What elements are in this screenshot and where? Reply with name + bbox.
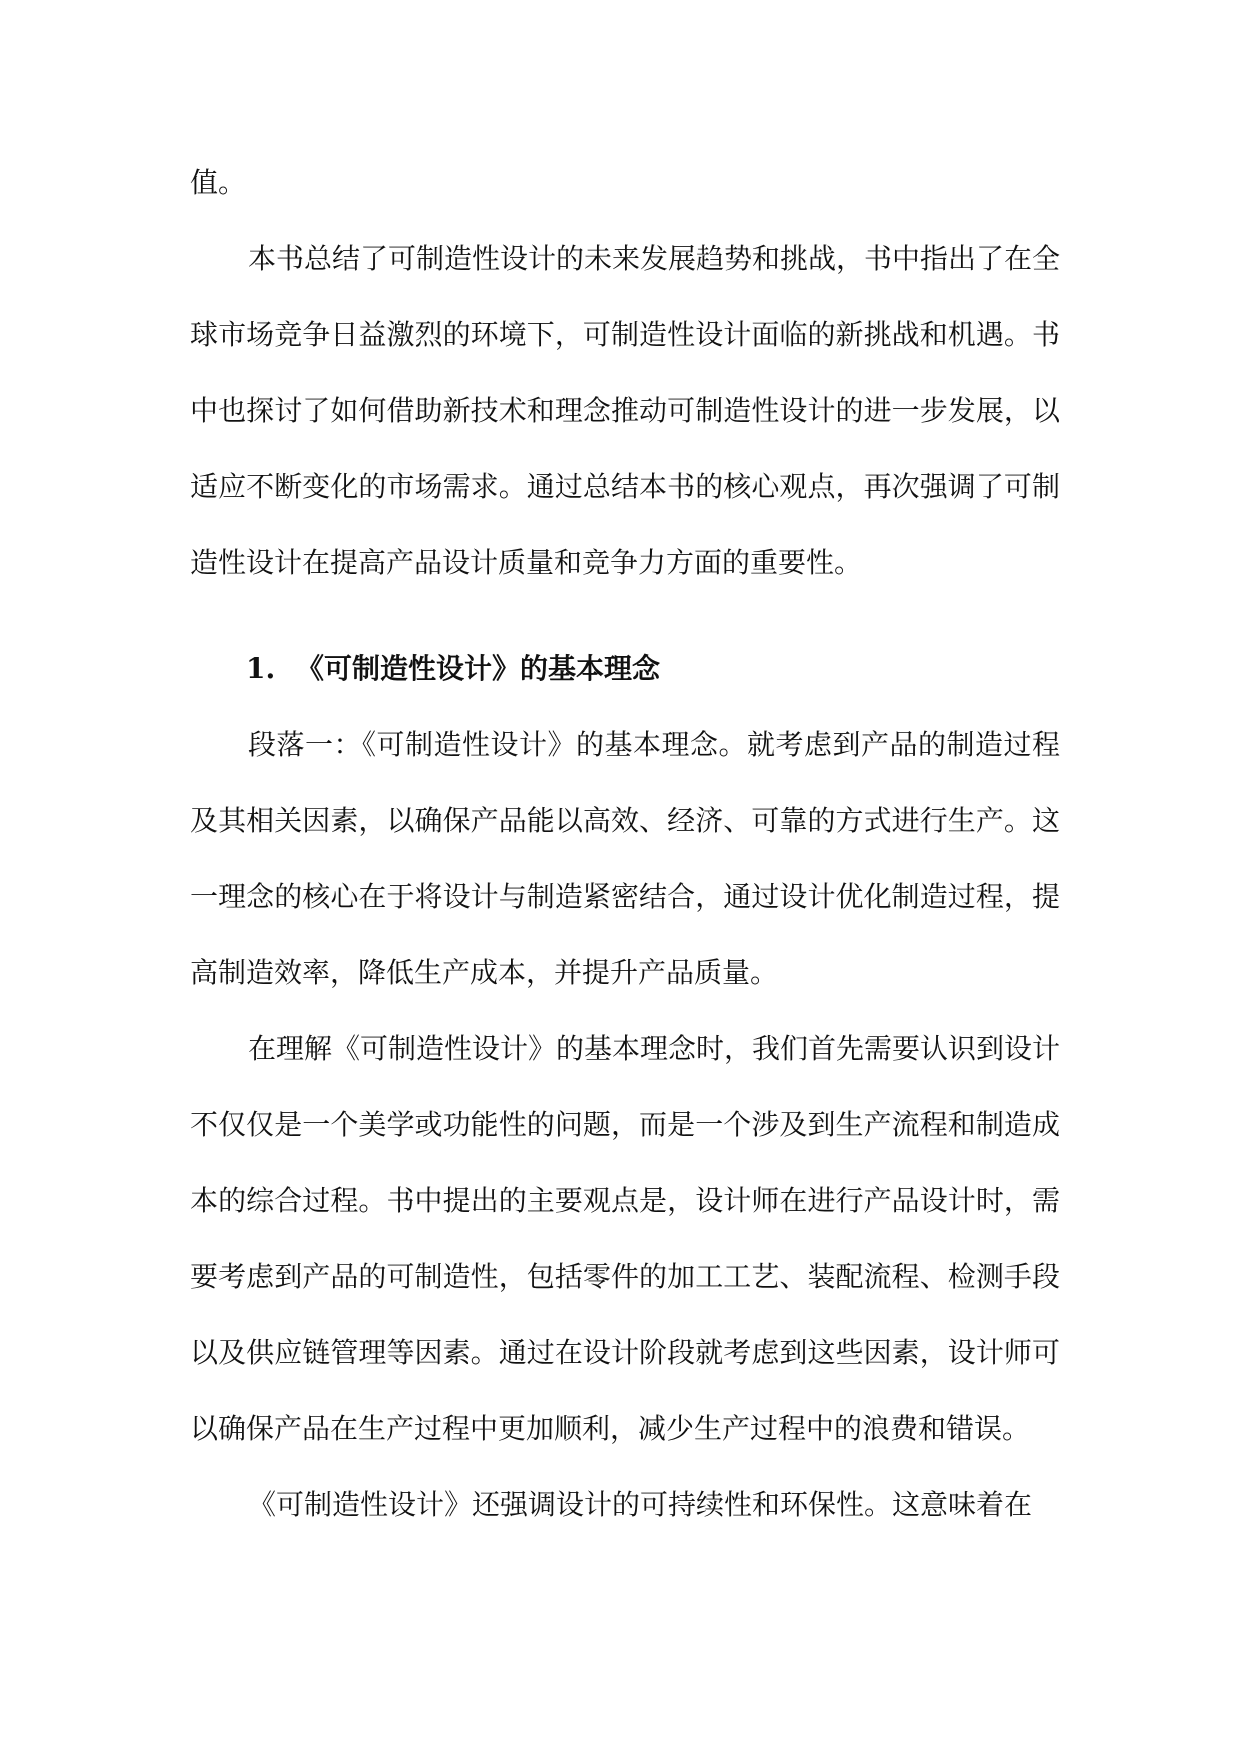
paragraph-two: 在理解《可制造性设计》的基本理念时，我们首先需要认识到设计不仅仅是一个美学或功能性的问题，而是一个涉及到生产流程和制造成本的综合过程。书中提出的主要观点是，设计师在进行产品设计时，需要考虑到产品的可制造性，包括零件的加工工艺、装配流程、检测手段以及供应链管理等因素。通过在设计阶段就考虑到这些因素，设计师可以确保产品在生产过程中更加顺利，减少生产过程中的浪费和错误。 — [190, 1032, 1061, 1445]
paragraph-continuation: 值。 — [190, 166, 247, 199]
paragraph-one: 段落一：《可制造性设计》的基本理念。就考虑到产品的制造过程及其相关因素，以确保产品能以高效、经济、可靠的方式进行生产。这一理念的核心在于将设计与制造紧密结合，通过设计优化制造过程，提高制造效率，降低生产成本，并提升产品质量。 — [190, 728, 1060, 989]
paragraph-summary: 本书总结了可制造性设计的未来发展趋势和挑战，书中指出了在全球市场竞争日益激烈的环境下，可制造性设计面临的新挑战和机遇。书中也探讨了如何借助新技术和理念推动可制造性设计的进一步发展，以适应不断变化的市场需求。通过总结本书的核心观点，再次强调了可制造性设计在提高产品设计质量和竞争力方面的重要性。 — [190, 242, 1061, 579]
section-title: 《可制造性设计》的基本理念 — [296, 652, 661, 685]
spacer — [190, 601, 1060, 631]
document-page — [190, 145, 1060, 1543]
paragraph-three: 《可制造性设计》还强调设计的可持续性和环保性。这意味着在 — [248, 1488, 1033, 1521]
section-heading — [190, 631, 1060, 707]
section-number: 1. — [246, 652, 276, 685]
